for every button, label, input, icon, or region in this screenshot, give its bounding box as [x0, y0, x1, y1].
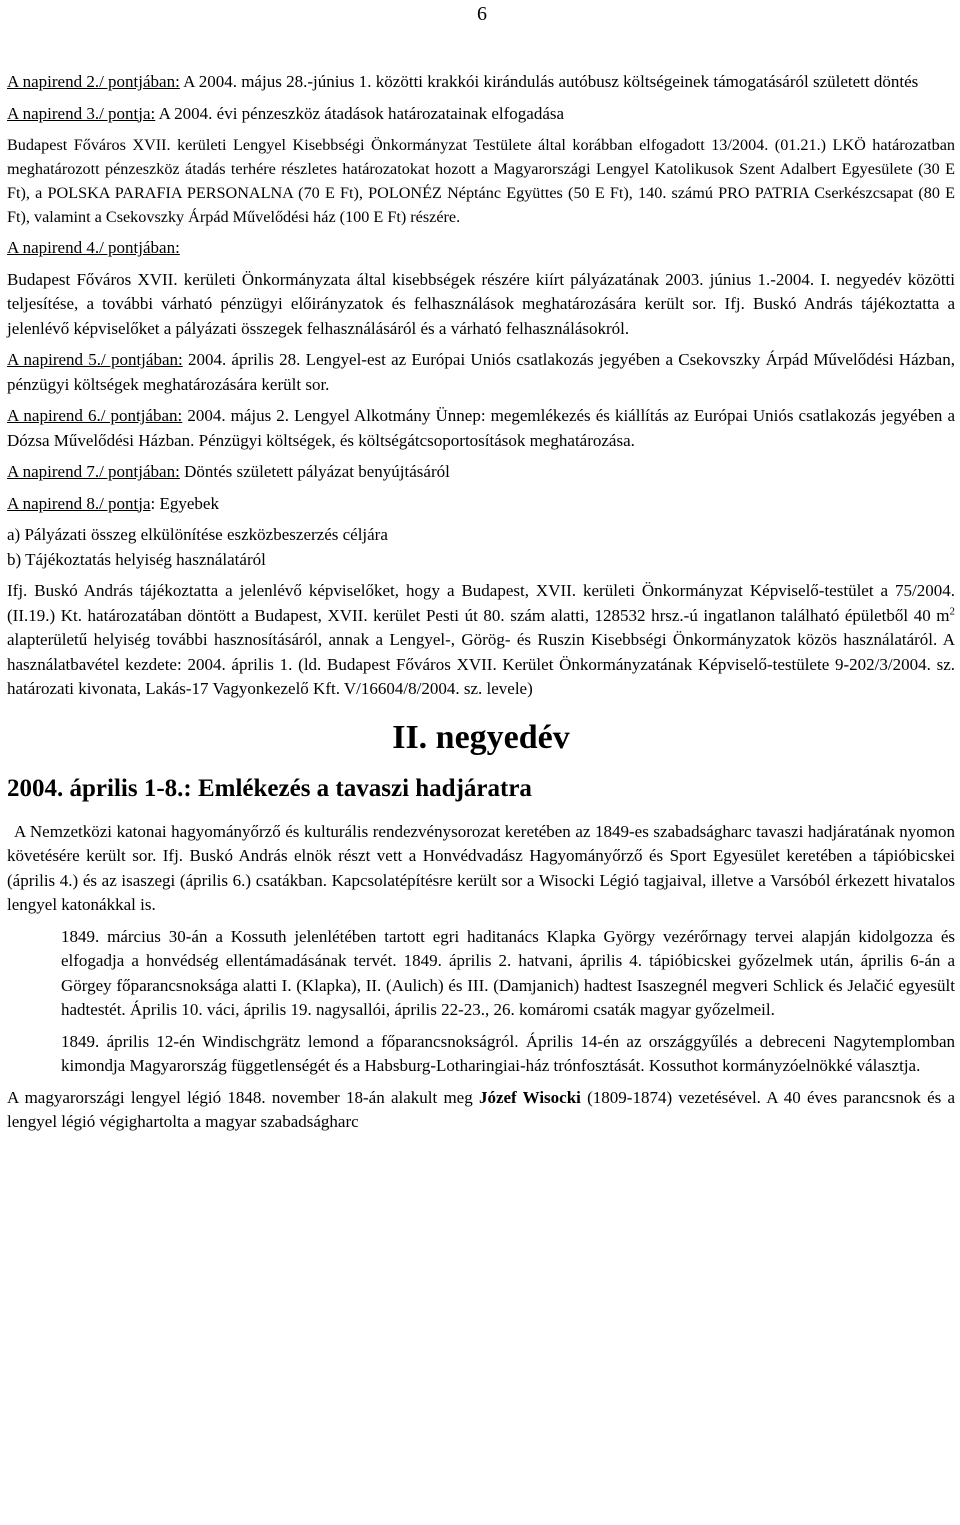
agenda-text: A 2004. május 28.-június 1. közötti krakkói kirándulás autóbusz költségeinek támogatásáról született döntés [179, 72, 919, 91]
agenda-item-2 [7, 70, 955, 95]
agenda-label: A napirend 6./ pontjában: [7, 406, 183, 425]
superscript: 2 [949, 604, 955, 617]
list-item: b) Tájékoztatás helyiség használatáról [7, 549, 266, 569]
agenda-label: A napirend 8./ pontja [7, 493, 151, 513]
agenda-label: A napirend 4./ pontjában: [7, 238, 180, 257]
agenda-item-7 [7, 460, 955, 485]
page-number: 6 [477, 3, 487, 25]
agenda-text: Döntés született pályázat benyújtásáról [179, 462, 450, 481]
agenda-label: A napirend 7./ pontjában: [7, 462, 180, 481]
agenda-text: 2004. április 28. Lengyel-est az Európai Uniós csatlakozás jegyében a Csekovszky Árpád Művelődési Házban, pénzügyi költségek meghatározására került sor. [7, 350, 955, 394]
agenda-text: 2004. május 2. Lengyel Alkotmány Ünnep: megemlékezés és kiállítás az Európai Uniós csatlakozás jegyében a Dózsa Művelődési Házban. Pénzügyi költségek, és költségátcsoportosítások meghatározása. [7, 406, 955, 450]
history-paragraph: 1849. március 30-án a Kossuth jelenlétében tartott egri haditanács Klapka György vezérőrnagy tervei alapján kidolgozza és elfogadja a honvédség ellentámadásának tervét. 1849. április 2. hatvani, április 4. tápióbicskei győzelmek után, április 6-án a Görgey főparancsnoksága alatti I. (Klapka), II. (Aulich) és III. (Damjanich) hadtest Isaszegnél megveri Schlick és Jelačić egyesült hadtestét. Április 10. váci, április 19. nagysallói, április 22-23., 26. komáromi csaták magyar győzelmeil. [61, 926, 955, 1019]
agenda-item-5 [7, 348, 955, 397]
agenda-item-6 [7, 404, 955, 453]
event-heading: 2004. április 1-8.: Emlékezés a tavaszi hadjáratra [7, 774, 532, 802]
agenda-item-4 [7, 236, 955, 261]
section-heading: II. negyedév [392, 718, 570, 756]
agenda-label: A napirend 5./ pontjában: [7, 350, 183, 369]
agenda-item-8 [7, 492, 955, 517]
history-paragraph: 1849. április 12-én Windischgrätz lemond a főparancsnokságról. Április 14-én az országgyűlés a debreceni Nagytemplomban kimondja Magyarország függetlenségét és a Habsburg-Lotharingiai-ház trónfosztását. Kossuthot kormányzóelnökké választja. [61, 1031, 955, 1075]
agenda-item-3 [7, 102, 955, 127]
agenda-4-body: Budapest Főváros XVII. kerületi Önkormányzata által kisebbségek részére kiírt pályázatának 2003. június 1.-2004. I. negyedév közötti teljesítése, a további várható pénzügyi előirányzatok és felhasználások meghatározására került sor. Ifj. Buskó András tájékoztatta a jelenlévő képviselőket a pályázati összegek felhasználásáról és a várható felhasználásokról. [7, 269, 955, 338]
person-name: Józef Wisocki [478, 1087, 581, 1107]
agenda-text: : Egyebek [150, 493, 219, 513]
document-body [7, 70, 955, 1142]
event-intro: A Nemzetközi katonai hagyományőrző és kulturális rendezvénysorozat keretében az 1849-es szabadságharc tavaszi hadjáratának nyomon követésére került sor. Ifj. Buskó András elnök részt vett a Honvédvadász Hagyományőrző és Sport Egyesület keretében a tápióbicskei (április 4.) és az isaszegi (április 6.) csatákban. Kapcsolatépítésre került sor a Wisocki Légió tagjaival, illetve a Varsóból érkezett hivatalos lengyel katonákkal is. [7, 821, 955, 914]
agenda-8-body: Ifj. Buskó András tájékoztatta a jelenlévő képviselőket, hogy a Budapest, XVII. kerületi Önkormányzat Képviselő-testület a 75/2004. (II.19.) Kt. határozatában döntött a Budapest, XVII. kerület Pesti út 80. szám alatti, 128532 hrsz.-ú ingatlanon található épületből 40 $m^2$ alapterületű helyiség további hasznosításáról, annak a Lengyel-, Görög- és Ruszin Kisebbségi Önkormányzatok közös használatáról. A használatbavétel kezdete: 2004. április 1. (ld. Budapest Főváros XVII. Kerület Önkormányzatának Képviselő-testülete 9-202/3/2004. sz. határozati kivonata, Lakás-17 Vagyonkezelő Kft. V/16604/8/2004. sz. levele) [7, 581, 955, 698]
agenda-label: A napirend 3./ pontja: [7, 103, 156, 123]
agenda-3-body: Budapest Főváros XVII. kerületi Lengyel Kisebbségi Önkormányzat Testülete által korábban elfogadott 13/2004. (01.21.) LKÖ határozatban meghatározott pénzeszköz átadás terhére részletes határozatokat hozott a Magyarországi Lengyel Katolikusok Szent Adalbert Egyesülete (30 E Ft), a POLSKA PARAFIA PERSONALNA (70 E Ft), POLONÉZ Néptánc Együttes (50 E Ft), 140. számú PRO PATRIA Cserkészcsapat (80 E Ft), valamint a Csekovszky Árpád Művelődési ház (100 E Ft) részére. [7, 136, 955, 226]
list-item: a) Pályázati összeg elkülönítése eszközbeszerzés céljára [7, 525, 388, 544]
closing-paragraph: A magyarországi lengyel légió 1848. november 18-án alakult meg Józef Wisocki (1809-1874) vezetésével. A 40 éves parancsnok és a lengyel légió végighartolta a magyar szabadságharc [7, 1087, 956, 1131]
agenda-label: A napirend 2./ pontjában: [7, 72, 180, 91]
agenda-text: A 2004. évi pénzeszköz átadások határozatainak elfogadása [155, 103, 565, 123]
